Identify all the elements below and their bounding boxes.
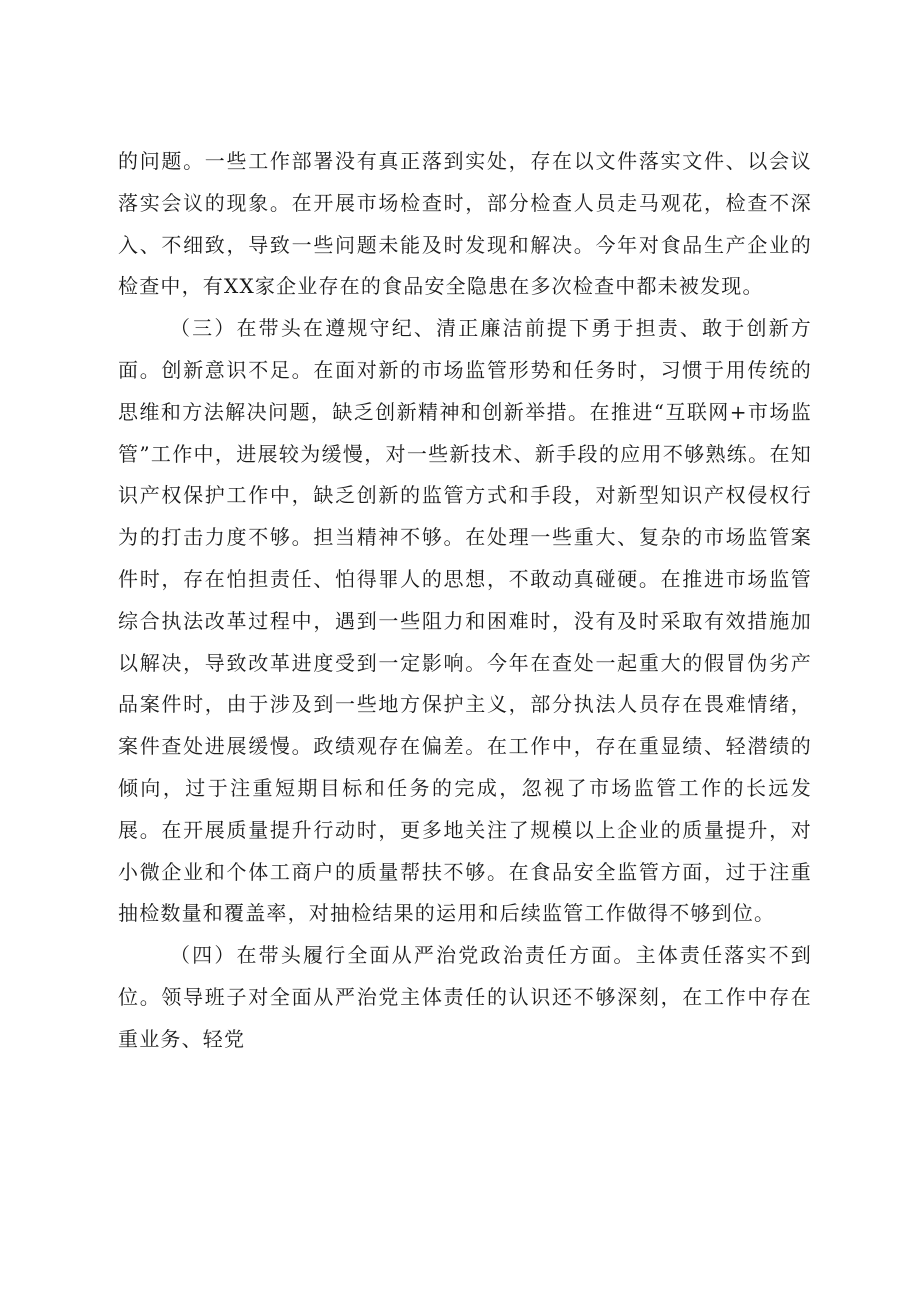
paragraph-section-four: （四）在带头履行全面从严治党政治责任方面。主体责任落实不到位。领导班子对全面从严治党主体责任的认识还不够深刻，在工作中存在重业务、轻党 (118, 943, 812, 1051)
document-body (118, 141, 812, 1061)
paragraph-section-three: （三）在带头在遵规守纪、清正廉洁前提下勇于担责、敢于创新方面。创新意识不足。在面对新的市场监管形势和任务时，习惯于用传统的思维和方法解决问题，缺乏创新精神和创新举措。在推进“互联网+市场监管”工作中，进展较为缓慢，对一些新技术、新手段的应用不够熟练。在知识产权保护工作中，缺乏创新的监管方式和手段，对新型知识产权侵权行为的打击力度不够。担当精神不够。在处理一些重大、复杂的市场监管案件时，存在怕担责任、怕得罪人的思想，不敢动真碰硬。在推进市场监管综合执法改革过程中，遇到一些阻力和困难时，没有及时采取有效措施加以解决，导致改革进度受到一定影响。今年在查处一起重大的假冒伪劣产品案件时，由于涉及到一些地方保护主义，部分执法人员存在畏难情绪，案件查处进展缓慢。政绩观存在偏差。在工作中，存在重显绩、轻潜绩的倾向，过于注重短期目标和任务的完成，忽视了市场监管工作的长远发展。在开展质量提升行动时，更多地关注了规模以上企业的质量提升，对小微企业和个体工商户的质量帮扶不够。在食品安全监管方面，过于注重抽检数量和覆盖率，对抽检结果的运用和后续监管工作做得不够到位。 (118, 316, 812, 926)
paragraph-continuation: 的问题。一些工作部署没有真正落到实处，存在以文件落实文件、以会议落实会议的现象。在开展市场检查时，部分检查人员走马观花，检查不深入、不细致，导致一些问题未能及时发现和解决。今年对食品生产企业的检查中，有XX家企业存在的食品安全隐患在多次检查中都未被发现。 (118, 149, 812, 299)
